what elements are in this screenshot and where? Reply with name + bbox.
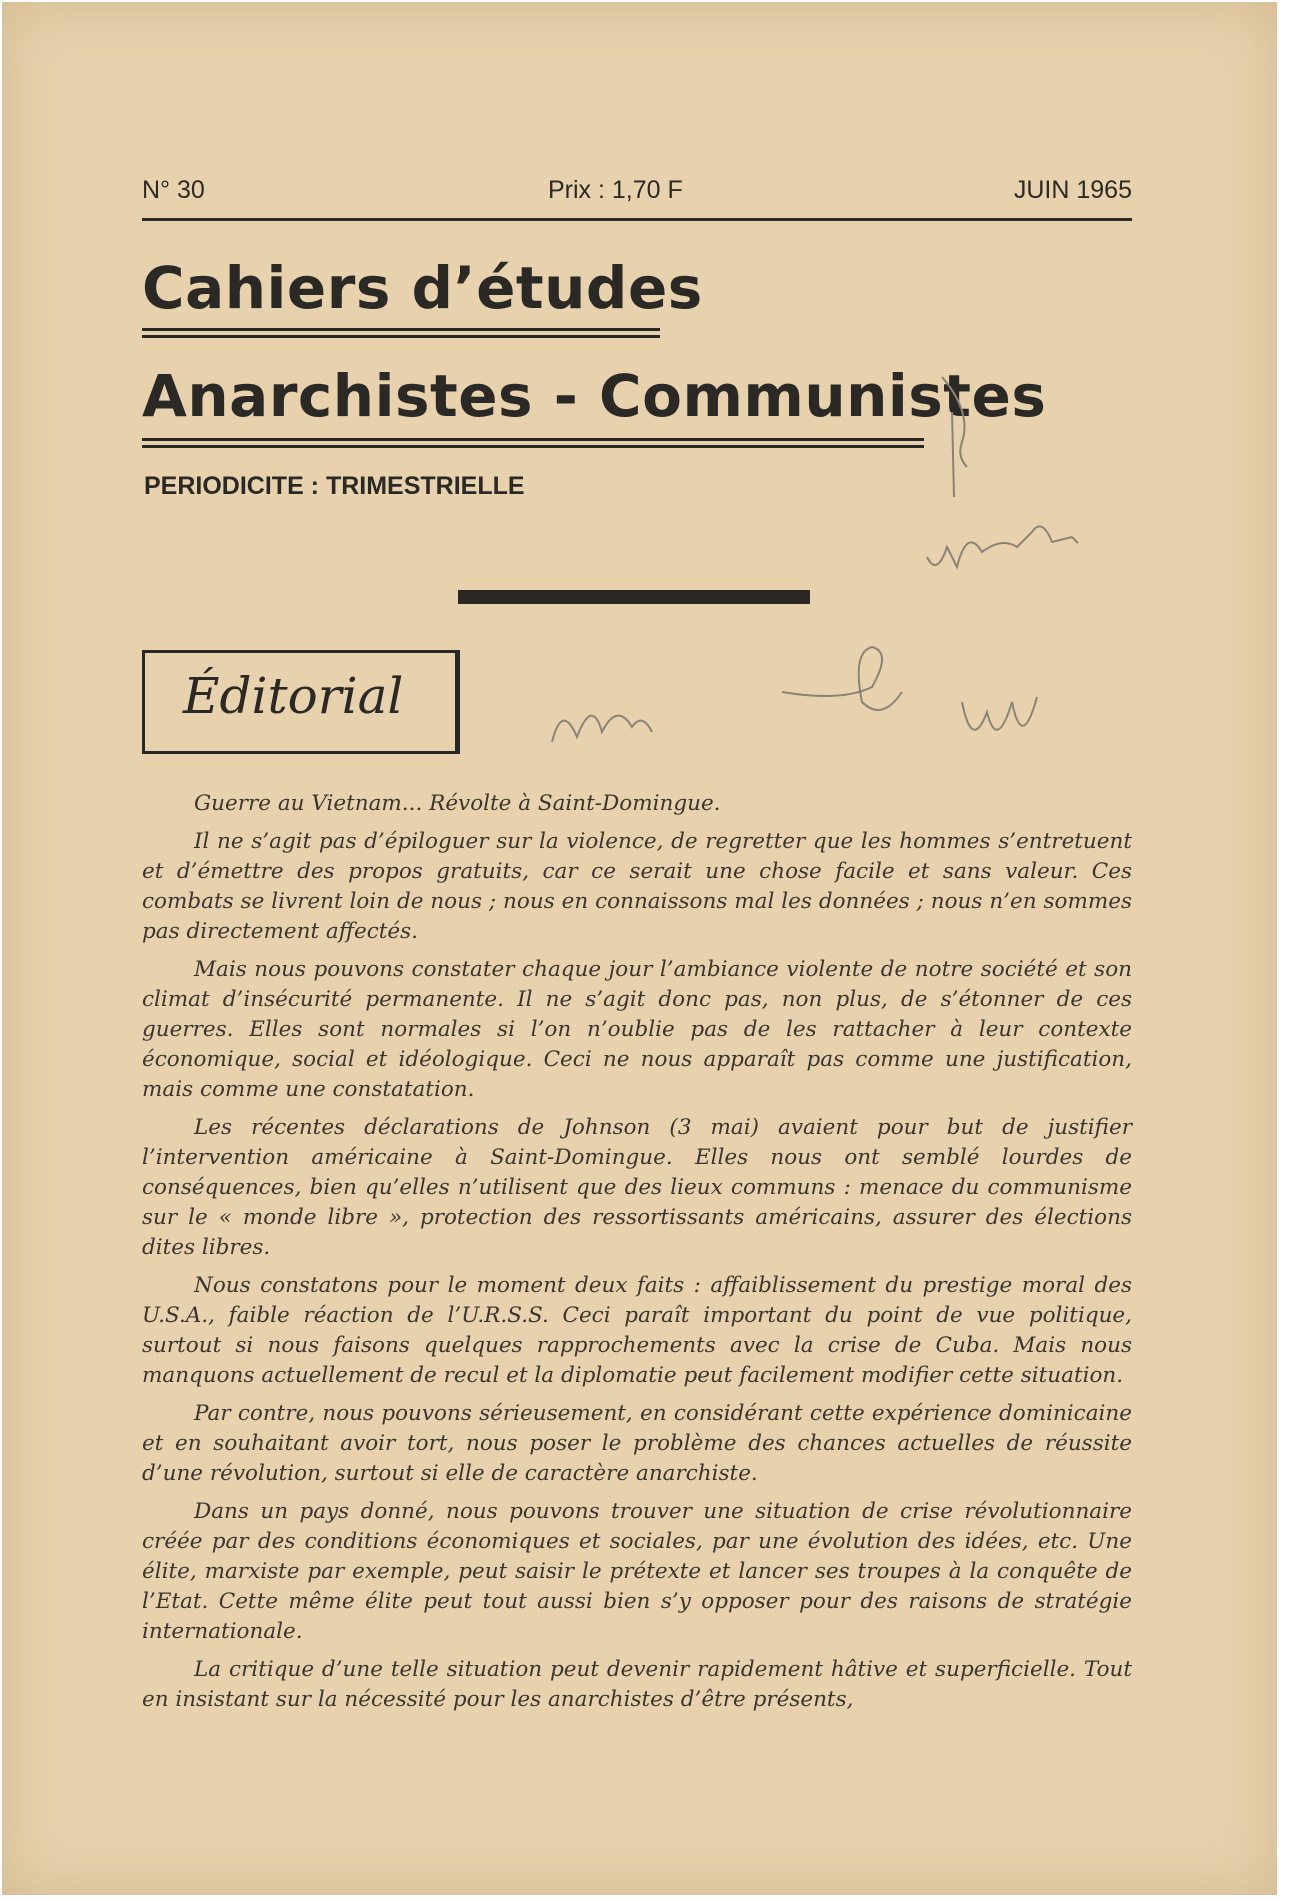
issue-number: N° 30 bbox=[142, 176, 205, 204]
journal-title-line2: Anarchistes - Communistes bbox=[142, 362, 1047, 430]
title-double-rule-1 bbox=[142, 328, 660, 338]
paragraph: Mais nous pouvons constater chaque jour l’ambiance violente de notre société et son climat d’insécurité permanente. Il ne s’agit donc pas, non plus, de s’étonner de ces guerres. Elles sont normales si l’on n’oublie pas de les rattacher à leur contexte économique, social et idéologique. Ceci ne nous apparaît pas comme une justification, mais comme une constatation. bbox=[142, 957, 1132, 1102]
editorial-heading: Éditorial bbox=[183, 667, 404, 725]
paper-page bbox=[2, 2, 1277, 1895]
pencil-annotation-bracket bbox=[932, 372, 1002, 502]
editorial-heading-box bbox=[142, 650, 460, 754]
issue-date: JUIN 1965 bbox=[1013, 176, 1132, 204]
pencil-annotation-scribble-top bbox=[922, 507, 1142, 587]
section-divider-bar bbox=[458, 590, 810, 604]
paragraph: Dans un pays donné, nous pouvons trouver une situation de crise révolutionnaire créée par des conditions économiques et sociales, par une évolution des idées, etc. Une élite, marxiste par exemple, peut saisir le prétexte et lancer ses troupes à la conquête de l’Etat. Cette même élite peut tout aussi bien s’y opposer pour des raisons de stratégie internationale. bbox=[142, 1499, 1132, 1644]
periodicity-label: PERIODICITE : TRIMESTRIELLE bbox=[144, 472, 525, 500]
editorial-body bbox=[142, 789, 1132, 1723]
paragraph: Nous constatons pour le moment deux faits : affaiblissement du prestige moral des U.S.A., faible réaction de l’U.R.S.S. Ceci paraît important du point de vue politique, surtout si nous faisons quelques rapprochements avec la crise de Cuba. Mais nous manquons actuellement de recul et la diplomatie peut facilement modifier cette situation. bbox=[142, 1273, 1132, 1388]
title-double-rule-2 bbox=[142, 438, 924, 448]
paragraph: Les récentes déclarations de Johnson (3 mai) avaient pour but de justifier l’intervention américaine à Saint-Domingue. Elles nous ont semblé lourdes de conséquences, bien qu’elles n’utilisent que des lieux communs : menace du communisme sur le « monde libre », protection des ressortissants américains, assurer des élections dites libres. bbox=[142, 1115, 1132, 1260]
journal-title-line1: Cahiers d’études bbox=[142, 254, 703, 322]
paragraph: La critique d’une telle situation peut devenir rapidement hâtive et superficielle. Tout en insistant sur la nécessité pour les anarchistes d’être présents, bbox=[142, 1657, 1132, 1712]
masthead-rule bbox=[142, 218, 1132, 221]
paragraph: Il ne s’agit pas d’épiloguer sur la violence, de regretter que les hommes s’entretuent et d’émettre des propos gratuits, car ce serait une chose facile et sans valeur. Ces combats se livrent loin de nous ; nous en connaissons mal les données ; nous n’en sommes pas directement affectés. bbox=[142, 829, 1132, 944]
pencil-annotation-middle bbox=[542, 642, 1102, 772]
issue-price: Prix : 1,70 F bbox=[548, 176, 683, 204]
paragraph: Guerre au Vietnam... Révolte à Saint-Domingue. bbox=[194, 791, 721, 816]
paragraph: Par contre, nous pouvons sérieusement, en considérant cette expérience dominicaine et en souhaitant avoir tort, nous poser le problème des chances actuelles de réussite d’une révolution, surtout si elle de caractère anarchiste. bbox=[142, 1401, 1132, 1486]
